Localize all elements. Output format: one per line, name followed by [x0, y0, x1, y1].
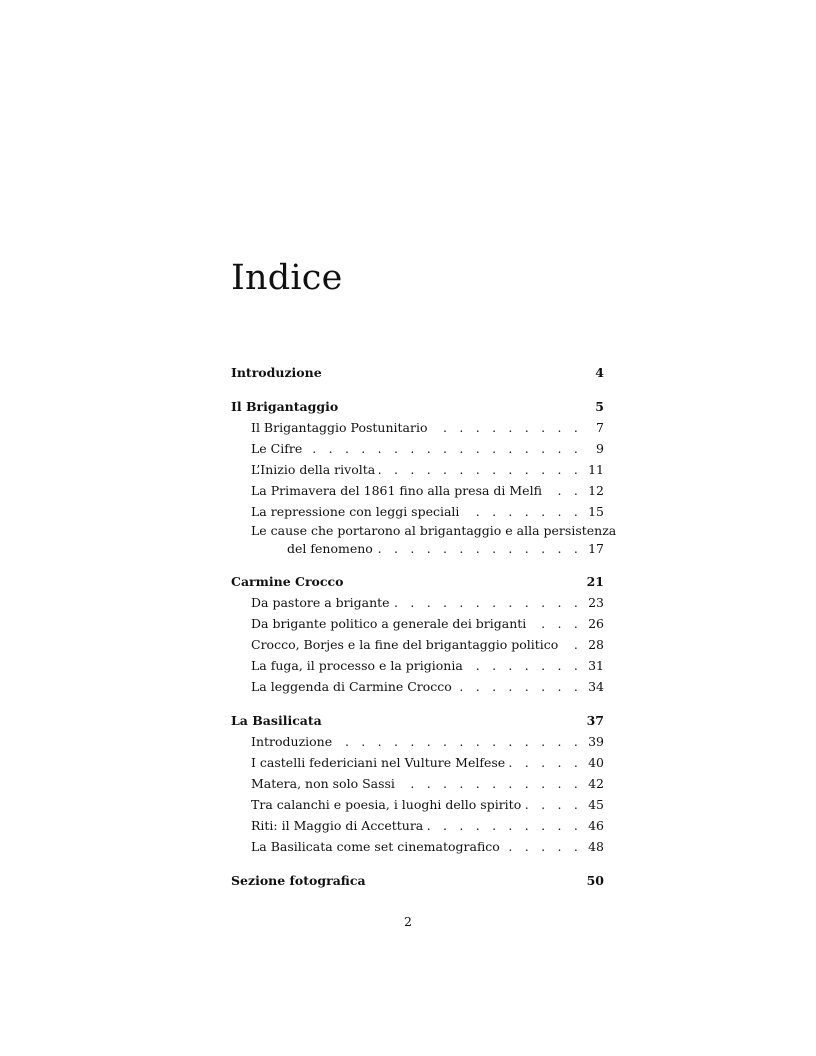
entry-page: 17 — [588, 541, 604, 556]
entry-page: 15 — [588, 504, 604, 519]
toc-entry[interactable] — [231, 438, 604, 459]
chapter-page: 4 — [595, 365, 604, 380]
entry-page: 12 — [588, 483, 604, 498]
dot-leader — [394, 592, 582, 613]
entry-page: 26 — [588, 616, 604, 631]
entry-title: La leggenda di Carmine Crocco — [251, 679, 452, 694]
dot-leader — [509, 752, 582, 773]
toc-entry[interactable] — [231, 752, 604, 773]
toc-entry[interactable] — [231, 522, 617, 558]
dot-leader — [379, 459, 582, 480]
entry-page: 23 — [588, 595, 604, 610]
toc-entry[interactable] — [231, 815, 604, 836]
toc-chapter-sezione-fotografica[interactable] — [231, 870, 604, 891]
chapter-page: 50 — [586, 873, 604, 888]
entry-title: I castelli federiciani nel Vulture Melfese — [251, 755, 506, 770]
entry-page: 9 — [596, 441, 604, 456]
dot-leader — [463, 501, 582, 522]
chapter-title: La Basilicata — [231, 713, 322, 728]
entry-title: Da pastore a brigante — [251, 595, 390, 610]
entry-title: L’Inizio della rivolta — [251, 462, 376, 477]
dot-leader — [530, 613, 582, 634]
chapter-page: 37 — [586, 713, 604, 728]
entry-title: Le Cifre — [251, 441, 303, 456]
dot-leader — [467, 655, 582, 676]
chapter-title: Carmine Crocco — [231, 574, 344, 589]
entry-title: La fuga, il processo e la prigionia — [251, 658, 463, 673]
toc-chapter-introduzione[interactable] — [231, 362, 604, 383]
chapter-page: 21 — [586, 574, 604, 589]
entry-title-line1: Le cause che portarono al brigantaggio e alla persistenza — [251, 523, 617, 538]
table-of-contents — [231, 362, 617, 891]
toc-entry[interactable] — [231, 592, 604, 613]
toc-chapter-carmine-crocco[interactable] — [231, 571, 604, 592]
toc-entry[interactable] — [231, 613, 604, 634]
toc-entry[interactable] — [231, 417, 604, 438]
toc-chapter-brigantaggio[interactable] — [231, 396, 604, 417]
entry-title: Da brigante politico a generale dei briganti — [251, 616, 527, 631]
toc-chapter-basilicata[interactable] — [231, 710, 604, 731]
entry-page: 11 — [588, 462, 604, 477]
entry-title: Matera, non solo Sassi — [251, 776, 395, 791]
dot-leader — [456, 676, 582, 697]
dot-leader — [306, 438, 582, 459]
entry-title: Introduzione — [251, 734, 333, 749]
entry-page: 40 — [588, 755, 604, 770]
entry-page: 42 — [588, 776, 604, 791]
dot-leader — [546, 480, 582, 501]
entry-title: La repressione con leggi speciali — [251, 504, 460, 519]
toc-entry[interactable] — [231, 794, 604, 815]
chapter-page: 5 — [595, 399, 604, 414]
entry-page: 7 — [596, 420, 604, 435]
toc-entry[interactable] — [231, 836, 604, 857]
entry-title: La Primavera del 1861 fino alla presa di Melfi — [251, 483, 542, 498]
entry-page: 31 — [588, 658, 604, 673]
page-title: Indice — [231, 258, 343, 298]
entry-title: La Basilicata come set cinematografico — [251, 839, 500, 854]
chapter-title: Introduzione — [231, 365, 322, 380]
toc-entry[interactable] — [231, 501, 604, 522]
toc-entry[interactable] — [231, 655, 604, 676]
dot-leader — [432, 417, 583, 438]
dot-leader — [562, 634, 582, 655]
dot-leader — [504, 836, 582, 857]
dot-leader — [427, 815, 582, 836]
entry-page: 28 — [588, 637, 604, 652]
toc-entry[interactable] — [231, 459, 604, 480]
entry-page: 39 — [588, 734, 604, 749]
dot-leader — [399, 773, 582, 794]
entry-title: Tra calanchi e poesia, i luoghi dello spirito — [251, 797, 522, 812]
entry-page: 46 — [588, 818, 604, 833]
chapter-title: Sezione fotografica — [231, 873, 366, 888]
toc-entry[interactable] — [231, 676, 604, 697]
dot-leader — [336, 731, 582, 752]
dot-leader — [377, 540, 582, 558]
entry-page: 45 — [588, 797, 604, 812]
toc-entry[interactable] — [231, 634, 604, 655]
entry-title: Il Brigantaggio Postunitario — [251, 420, 428, 435]
chapter-title: Il Brigantaggio — [231, 399, 339, 414]
entry-page: 48 — [588, 839, 604, 854]
toc-entry[interactable] — [231, 480, 604, 501]
entry-title-line2: del fenomeno — [287, 541, 373, 556]
toc-entry[interactable] — [231, 773, 604, 794]
entry-title: Crocco, Borjes e la fine del brigantaggio politico — [251, 637, 559, 652]
dot-leader — [525, 794, 582, 815]
entry-page: 34 — [588, 679, 604, 694]
toc-entry[interactable] — [231, 731, 604, 752]
entry-title: Riti: il Maggio di Accettura — [251, 818, 424, 833]
page-number: 2 — [404, 914, 412, 929]
